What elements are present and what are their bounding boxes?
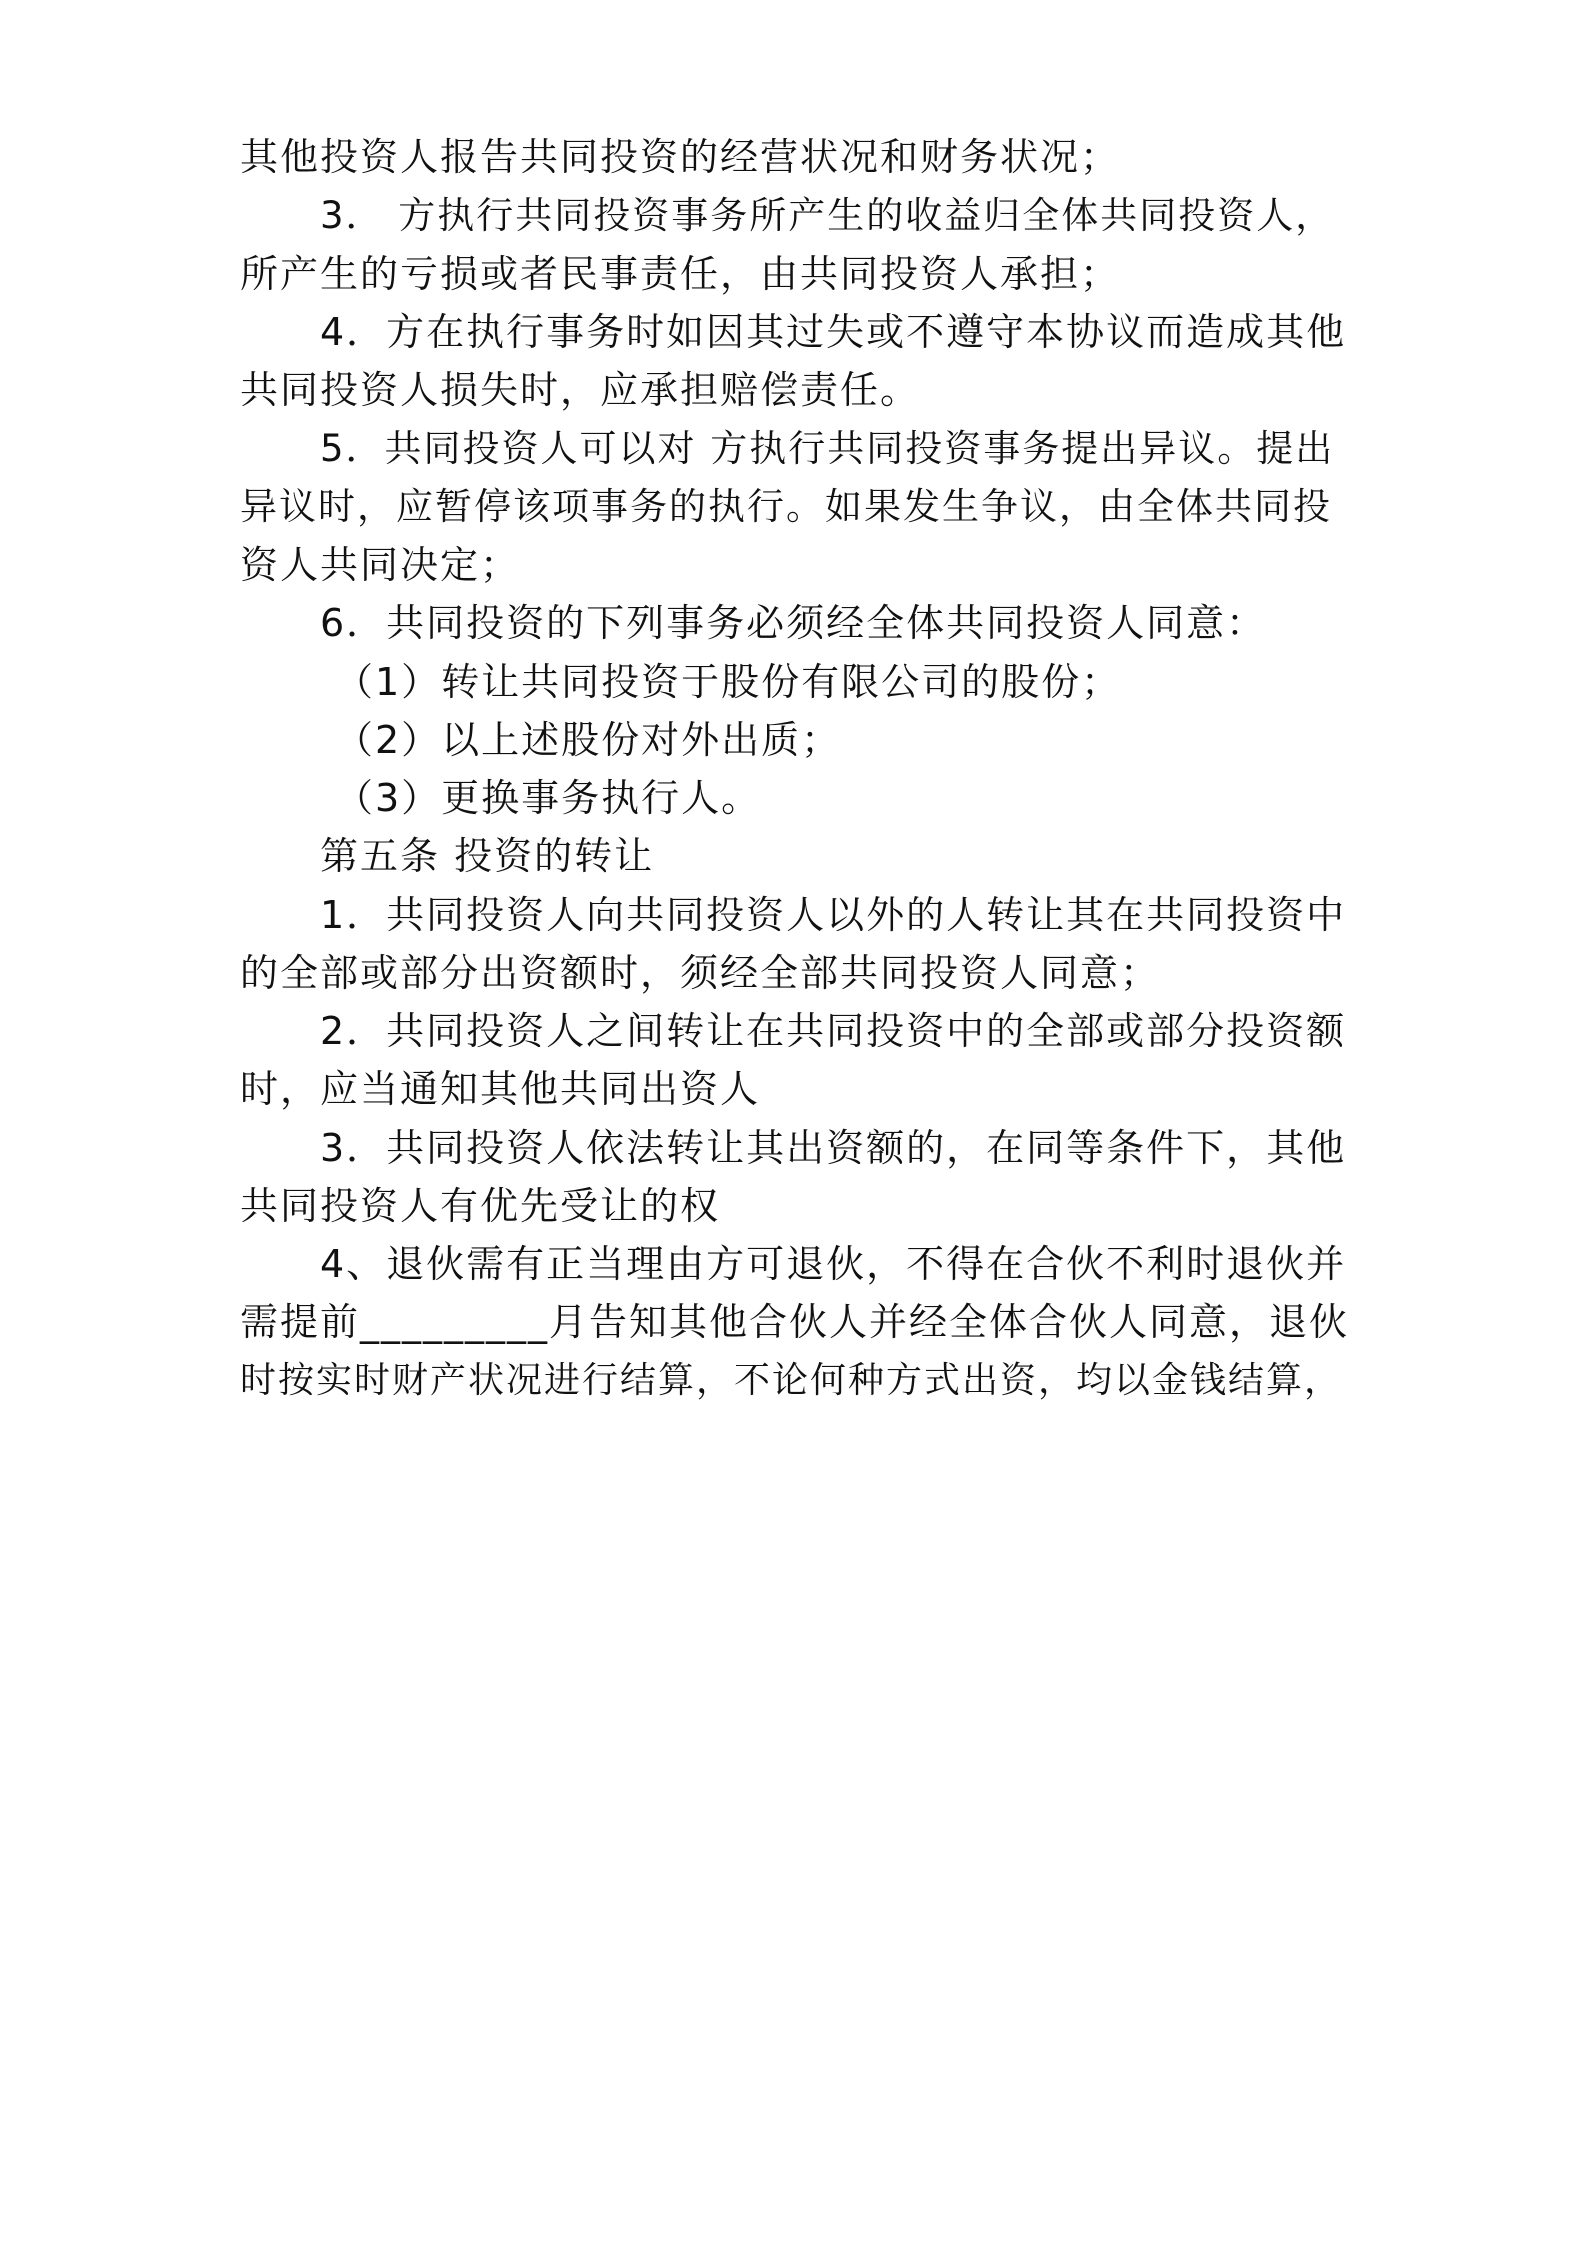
text-line: 2．共同投资人之间转让在共同投资中的全部或部分投资额 <box>320 1009 1347 1053</box>
section-heading: 第五条 投资的转让 <box>320 834 655 878</box>
text-line: 需提前_________月告知其他合伙人并经全体合伙人同意，退伙 <box>240 1300 1350 1344</box>
list-item: （3）更换事务执行人。 <box>335 776 762 820</box>
text-line: 其他投资人报告共同投资的经营状况和财务状况； <box>240 135 1121 179</box>
text-line: 1．共同投资人向共同投资人以外的人转让其在共同投资中 <box>320 893 1347 937</box>
text-line: 异议时，应暂停该项事务的执行。如果发生争议，由全体共同投 <box>240 485 1332 528</box>
text-line: 共同投资人有优先受让的权 <box>240 1184 721 1228</box>
text-line: 6．共同投资的下列事务必须经全体共同投资人同意： <box>320 601 1267 645</box>
list-item: （1）转让共同投资于股份有限公司的股份； <box>335 660 1122 704</box>
list-item: （2）以上述股份对外出质； <box>335 718 842 762</box>
text-line: 时按实时财产状况进行结算，不论何种方式出资，均以金钱结算， <box>240 1360 1343 1401</box>
text-line: 3． 方执行共同投资事务所产生的收益归全体共同投资人， <box>320 194 1335 237</box>
text-line: 4、退伙需有正当理由方可退伙，不得在合伙不利时退伙并 <box>320 1242 1347 1286</box>
text-line: 的全部或部分出资额时，须经全部共同投资人同意； <box>240 951 1161 995</box>
text-line: 共同投资人损失时，应承担赔偿责任。 <box>240 368 921 412</box>
text-line: 资人共同决定； <box>240 543 521 587</box>
text-line: 所产生的亏损或者民事责任，由共同投资人承担； <box>240 252 1121 296</box>
text-line: 4．方在执行事务时如因其过失或不遵守本协议而造成其他 <box>320 310 1347 354</box>
text-line: 5．共同投资人可以对 方执行共同投资事务提出异议。提出 <box>320 427 1335 470</box>
text-line: 3．共同投资人依法转让其出资额的，在同等条件下，其他 <box>320 1126 1347 1170</box>
text-line: 时，应当通知其他共同出资人 <box>240 1067 761 1111</box>
